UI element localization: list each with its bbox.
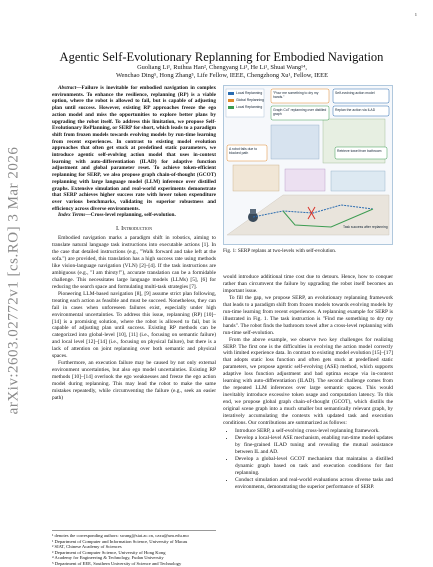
list-item: • Develop a global-level GCOT mechanism that maintains a distilled dynamic graph based on task and execution conditions for fast replanning. [235,456,393,477]
figure-1 [223,85,393,245]
callout-text: Graph CoT replanning over distilled graph [273,108,327,116]
room-block [331,171,385,191]
callout-text: Replan the action via ILAD [335,108,376,112]
footnote: ² SIAT, Chinese Academy of Sciences [52,544,122,550]
legend-swatch-green [228,106,234,109]
legend-label: Global Replanning [236,98,264,102]
index-terms-lead: Index Terms [58,212,86,219]
arxiv-id: arXiv:2603.02772v1 [cs.RO] 3 Mar 2026 [5,146,22,414]
abstract [52,85,216,212]
footnote: ¹ Department of Computer and Information Science, University of Macau [52,538,188,544]
page-number: 1 [414,12,417,17]
arxiv-stamp [4,120,24,440]
callout-text: "Pour me something to dry my hands." [273,91,319,99]
intro-paragraph-3: Furthermore, an execution failure may be caused by not only external environment uncertainties, but also ego model uncertainties. Existing RP methods [10]–[14] overlook the ego weaknesses and freeze the ego action model during replanning. This may lead the robot to make the same mistakes repeatedly, while circumventing the failure (e.g., seek an easier path) [52,360,216,401]
legend-swatch-orange [228,99,234,102]
footnotes [52,530,216,567]
author-line-1: Guoliang Li¹, Ruihua Han², Chengyang Li³, He Li¹, Shuai Wang¹⁴, [137,64,307,71]
list-item: • Conduct simulation and real-world evaluations across diverse tasks and environments, demonstrating the superior performance of SERP. [235,477,393,491]
author-line-2: Wenchao Ding⁵, Hong Zhang⁵, Life Fellow, IEEE, Chengzhong Xu¹, Fellow, IEEE [116,72,328,80]
index-terms [52,212,216,219]
callout-text: Self-evolving action model [335,91,375,95]
robot-head [250,209,256,214]
legend-swatch-blue [228,92,234,95]
paper-title: Agentic Self-Evolutionary Replanning for Embodied Navigation [59,50,384,65]
right-paragraph-2: To fill the gap, we propose SERP, an evolutionary replanning framework that leads to a paradigm shift from frozen models towards evolving models by run-time learning from recent experiences. A replanning example for SERP is illustrated in Fig. 1. The task instruction is "Find me something to dry my hands". The robot finds the bathroom towel after a cross-level replanning with run-time self-evolution. [223,294,393,336]
callout-text: Retrieve towel from bathroom [337,149,382,153]
index-terms-text: —Cross-level replanning, self-evolution. [85,212,176,219]
callout-text: Task success after replanning [343,225,388,229]
abstract-text: —Failure is inevitable for embodied navigation in complex environments. To enhance the resilience, replanning (RP) is a viable option, where the robot is allowed to fail, but is capable of adjusting plan until success. However, existing RP approaches freeze the ego action model and miss the opportunities to explore better plans by upgrading the robot itself. To address this limitation, we propose Self-Evolutionary RePlanning, or SERP for short, which leads to a paradigm shift from frozen models towards evolving models by run-time learning from recent experiences. In contrast to existing model evolution approaches that often get stuck at predefined static parameters, we introduce agentic self-evolving action model that uses in-context learning with auto-differentiation (ILAD) for adaptive function adjustment and global parameter reset. To achieve token-efficient replanning for SERP, we also propose graph chain-of-thought (GCOT) replanning with large language model (LLM) inference over distilled graphs. Extensive simulation and real-world experiments demonstrate that SERP achieves higher success rate with lower token expenditure over various benchmarks, validating its superior robustness and efficiency across diverse environments. [52,85,216,212]
footnote: ¹ denotes the corresponding authors: swang@siat.ac.cn, czxu@um.edu.mo [52,533,189,538]
section-heading-introduction: I. Introduction [115,225,153,233]
right-column [223,274,393,491]
intro-paragraph-2: Pioneering LLM-based navigation [8], [9] assume strict plan following, treating each action as feasible and must be succeed. Nonetheless, they can fail in cases when unforeseen failures exist, especially under high environmental uncertainties. To address this issue, replanning (RP) [10]–[14] is a promising solution, where the robot is allowed to fail, but is capable of adjusting plan until success. Existing RP methods can be categorized into global-level [10], [11] (i.e., focusing on semantic failure) and local level [12]–[14] (i.e., focusing on physical failure), but there is a lack of attention on joint replanning over both semantic and physical spaces. [52,290,216,360]
figure-caption: Fig. 1: SERP replans at two-levels with self-evolution. [223,248,337,254]
callout-text: A robot fails due to blocked path [229,147,258,155]
legend-label: Local Replanning [236,105,263,109]
room-block [285,169,325,191]
left-column [52,85,216,402]
room-block [233,165,279,191]
list-item: • Develop a local-level ASE mechanism, enabling run-time model updates by fine-grained ILAD tuning and revealing the mutual assistance between IL and AD. [235,435,393,456]
abstract-lead: Abstract [58,85,77,91]
footnote: ⁵ Department of EEE, Southern University of Science and Technology [52,560,182,566]
intro-paragraph-1: Embodied navigation marks a paradigm shift in robotics, aiming to translate natural language task instructions into executable actions [1]. In the case that detailed instructions (e.g., "Walk forward and take left at the sofa.") are provided, this translation has a high success rate using methods like vision-language navigation (VLN) [2]–[4]. If the task instructions are ambiguous (e.g., "I am thirsty!"), accurate translation can be a formidable challenge. This necessitates large language models (LLMs) [5], [6] for reducing the search space and formulating multi-task strategies [7]. [52,235,216,290]
author-list [52,64,392,81]
contributions-list [223,428,393,491]
legend-label: Local Replanning [236,91,263,95]
right-paragraph-3: From the above example, we observe two key challenges for realizing SERP. The first one is the difficulties in evolving the action model correctly with limited experience data. In contrast to existing model evolution [15]–[17] that adopts static loss function and often gets stuck at predefined static parameters, we propose agentic self-evolving (ASE) method, which supports adaptive loss function adjustment and bad optima escape via in-context learning with auto-differentiation (ILAD). The second challenge comes from the repeated LLM inferences over large semantic spaces. This would inevitably introduce excessive token usage and computation latency. To this end, we propose global graph chain-of-thought (GCOT), which distills the original scene graph into a much smaller but semantically relevant graph, by iteratively accumulating the contexts with updated task and execution conditions. Our contributions are summarized as follows: [223,336,393,427]
right-paragraph-1: would introduce additional time cost due to detours. Hence, how to conquer rather than circumvent the failure by upgrading the robot itself becomes an important issue. [223,274,393,294]
room-block [271,125,319,159]
footnote: ⁴ Academy for Engineering & Technology, Fudan University [52,555,164,561]
list-item: • Introduce SERP, a self-evolving cross-level replanning framework. [235,428,393,435]
footnote: ³ Department of Computer Science, University of Hong Kong [52,549,166,555]
